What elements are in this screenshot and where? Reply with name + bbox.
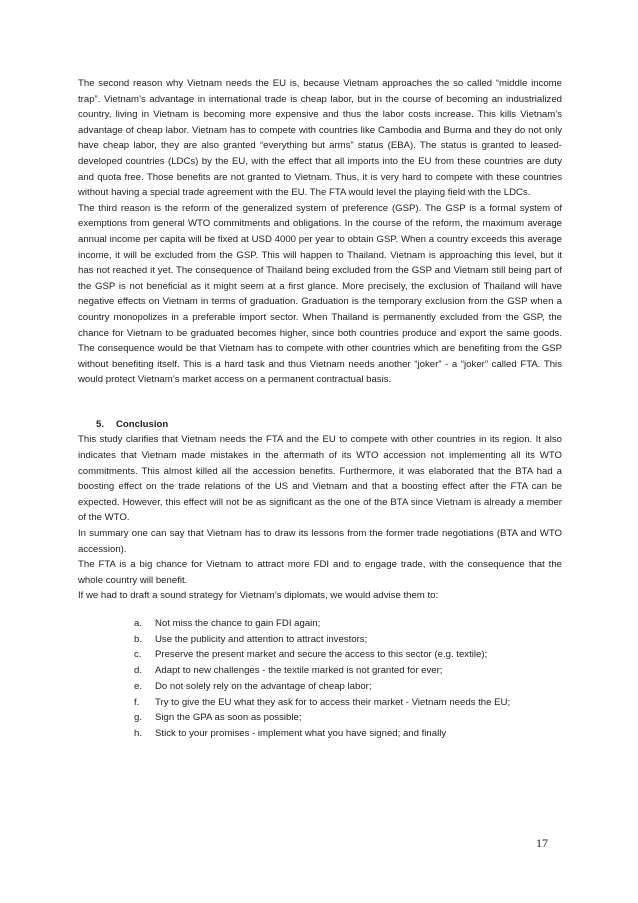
list-item-text: Sign the GPA as soon as possible;	[155, 712, 302, 724]
list-item	[134, 647, 562, 663]
paragraph-study-summary: This study clarifies that Vietnam needs the FTA and the EU to compete with other countries in its region. It also indicates that Vietnam made mistakes in the aftermath of its WTO accession not implementing all its WTO commitments. This almost killed all the accession benefits. Furthermore, it was elaborated that the BTA had a boosting effect on the trade relations of the US and Vietnam and that a boosting effect after the FTA can be expected. However, this effect will not be as significant as the one of the BTA since Vietnam is already a member of the WTO.	[78, 434, 562, 524]
list-marker: b.	[134, 633, 143, 645]
list-item	[134, 679, 562, 695]
advice-list	[78, 616, 562, 742]
list-marker: d.	[134, 665, 143, 677]
list-item-text: Not miss the chance to gain FDI again;	[155, 618, 321, 629]
paragraph-strategy-intro: If we had to draft a sound strategy for Vietnam’s diplomats, we would advise them to:	[78, 590, 439, 602]
list-marker: a.	[134, 618, 143, 629]
list-item	[134, 695, 562, 711]
list-item	[134, 710, 562, 726]
list-item-text: Use the publicity and attention to attract investors;	[155, 633, 368, 645]
list-item	[134, 726, 562, 742]
paragraph-middle-income-trap: The second reason why Vietnam needs the EU is, because Vietnam approaches the so called “middle income trap”. Vietnam’s advantage in international trade is cheap labor, but in the course of becoming an industrialized country, living in Vietnam is becoming more expensive and thus the labor costs increase. This kills Vietnam’s advantage of cheap labor. Vietnam has to compete with countries like Cambodia and Burma and they do not only have cheap labor, they are also granted “everything but arms” status (EBA). The status is granted to leased-developed countries (LDCs) by the EU, with the effect that all imports into the EU from these countries are duty and quota free. Those benefits are not granted to Vietnam. Thus, it is very hard to compete with these countries without having a special trade agreement with the EU. The FTA would level the playing field with the LDCs.	[78, 78, 562, 199]
page-number: 17	[536, 836, 548, 850]
list-marker: h.	[134, 727, 143, 739]
section-heading-conclusion	[78, 417, 562, 433]
section-title: Conclusion	[116, 418, 169, 430]
list-item	[134, 632, 562, 648]
list-item	[134, 616, 562, 632]
page-body	[78, 76, 562, 742]
list-item	[134, 663, 562, 679]
paragraph-fta-chance: The FTA is a big chance for Vietnam to attract more FDI and to engage trade, with the consequence that the whole country will benefit.	[78, 559, 562, 586]
paragraph-lessons: In summary one can say that Vietnam has to draw its lessons from the former trade negotiations (BTA and WTO accession).	[78, 528, 562, 555]
section-number: 5.	[96, 418, 105, 430]
list-item-text: Do not solely rely on the advantage of cheap labor;	[155, 680, 372, 692]
list-item-text: Try to give the EU what they ask for to access their market - Vietnam needs the EU;	[155, 696, 511, 708]
list-item-text: Stick to your promises - implement what you have signed; and finally	[155, 727, 447, 739]
list-marker: c.	[134, 649, 142, 661]
list-item-text: Adapt to new challenges - the textile marked is not granted for ever;	[155, 665, 443, 677]
paragraph-gsp-reform: The third reason is the reform of the generalized system of preference (GSP). The GSP is a formal system of exemptions from general WTO commitments and obligations. In the course of the reform, the maximum average annual income per capita will be fixed at USD 4000 per year to obtain GSP. When a country exceeds this average income, it will be excluded from the GSP. This will happen to Thailand. Vietnam is approaching this level, but it has not reached it yet. The consequence of Thailand being excluded from the GSP and Vietnam still being part of the GSP is not beneficial as it might seem at a first glance. More precisely, the exclusion of Thailand will have negative effects on Vietnam in terms of graduation. Graduation is the temporary exclusion from the GSP when a country monopolizes in a preferable import sector. When Thailand is permanently excluded from the GSP, the chance for Vietnam to be graduated becomes higher, since both countries produce and export the same goods. The consequence would be that Vietnam has to compete with other countries which are benefiting from the GSP without benefiting itself. This is a hard task and thus Vietnam needs another “joker” - a “joker” called FTA. This would protect Vietnam’s market access on a permanent contractual basis.	[78, 202, 562, 386]
list-marker: e.	[134, 680, 143, 692]
list-marker: g.	[134, 712, 143, 724]
list-marker: f.	[134, 696, 140, 708]
list-item-text: Preserve the present market and secure the access to this sector (e.g. textile);	[155, 649, 488, 661]
